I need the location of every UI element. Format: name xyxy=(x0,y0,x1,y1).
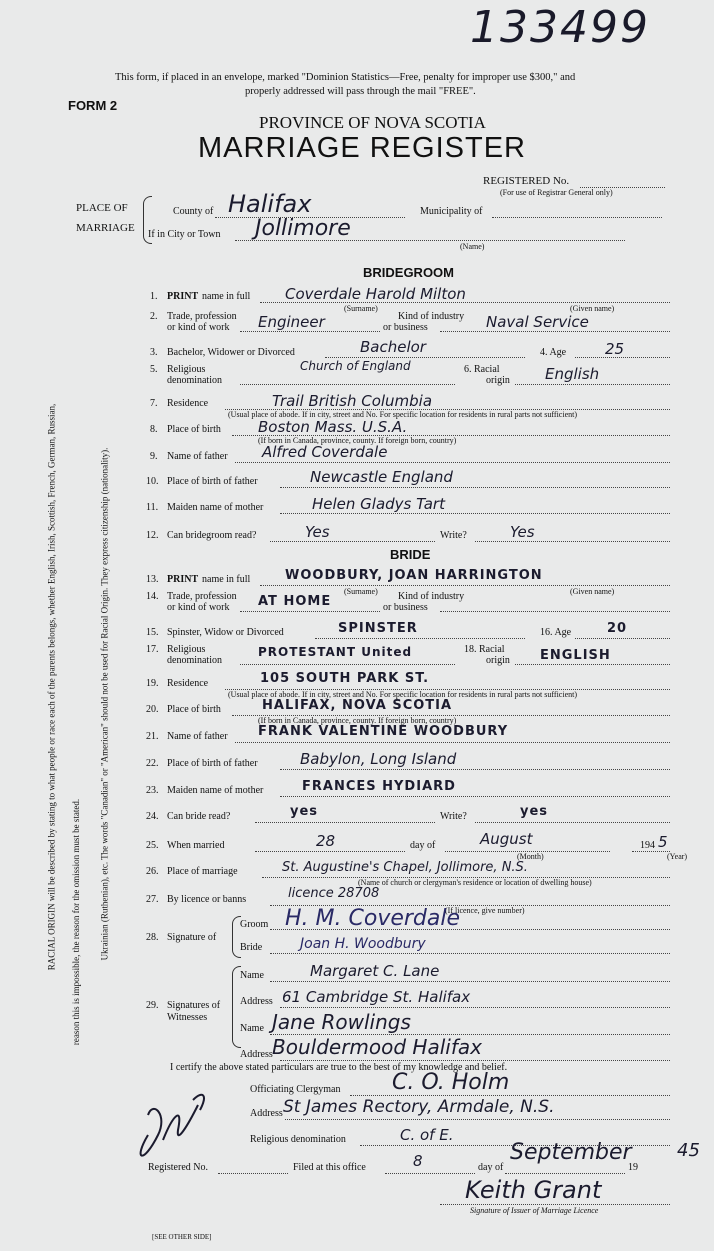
groom-racial-origin: English xyxy=(545,365,600,383)
filed-year-prefix: 19 xyxy=(628,1162,638,1173)
field-17-num: 17. xyxy=(146,644,159,655)
field-13-label: name in full xyxy=(202,574,251,585)
bride-birthplace: HALIFAX, NOVA SCOTIA xyxy=(262,698,453,713)
field-14-num: 14. xyxy=(146,591,159,602)
w2-address-label: Address xyxy=(240,1049,273,1060)
field-2-label-b: or kind of work xyxy=(167,322,230,333)
groom-trade: Engineer xyxy=(258,313,325,331)
groom-mother: Helen Gladys Tart xyxy=(312,495,445,513)
field-25-num: 25. xyxy=(146,840,159,851)
clergyman-signature: C. O. Holm xyxy=(392,1070,510,1095)
marriage-place: St. Augustine's Chapel, Jollimore, N.S. xyxy=(282,860,528,875)
side-note-3: RACIAL ORIGIN will be described by stating to what people or race each of the parents belongs, whether English, Irish, Scottish, French, German, Russian, xyxy=(46,403,57,971)
postal-notice-2: properly addressed will pass through the mail "FREE". xyxy=(245,86,476,97)
groom-father: Alfred Coverdale xyxy=(262,443,388,461)
city-label: If in City or Town xyxy=(148,229,221,240)
month-note: (Month) xyxy=(517,852,544,861)
bride-age: 20 xyxy=(607,621,628,636)
certify-statement: I certify the above stated particulars are true to the best of my knowledge and belief. xyxy=(170,1062,508,1073)
field-23-label: Maiden name of mother xyxy=(167,785,264,796)
bride-sig-label: Bride xyxy=(240,942,263,953)
field-27-num: 27. xyxy=(146,894,159,905)
groom-write: Yes xyxy=(510,523,535,541)
bride-status: SPINSTER xyxy=(338,621,418,636)
field-5-num: 5. xyxy=(150,364,158,375)
clergyman-address-label: Address xyxy=(250,1108,283,1119)
field-12-num: 12. xyxy=(146,530,159,541)
field-14-label-a: Trade, profession xyxy=(167,591,237,602)
bride-mother: FRANCES HYDIARD xyxy=(302,779,456,794)
field-24-num: 24. xyxy=(146,811,159,822)
field-15-label: Spinster, Widow or Divorced xyxy=(167,627,284,638)
field-23-num: 23. xyxy=(146,785,159,796)
field-13-bold: PRINT xyxy=(167,574,199,585)
field-10-label: Place of birth of father xyxy=(167,476,258,487)
registered-label: Registered No. xyxy=(148,1162,208,1173)
field-14-label-b: or kind of work xyxy=(167,602,230,613)
denomination-label: Religious denomination xyxy=(250,1134,346,1145)
field-8-num: 8. xyxy=(150,424,158,435)
initials-scribble xyxy=(128,1075,218,1165)
bride-industry-label-a: Kind of industry xyxy=(398,591,465,602)
filed-label: Filed at this office xyxy=(293,1162,366,1173)
field-21-num: 21. xyxy=(146,731,159,742)
field-28-label: Signature of xyxy=(167,932,217,943)
field-6-label-b: origin xyxy=(486,375,510,386)
page-title: MARRIAGE REGISTER xyxy=(198,132,526,164)
w2-name-label: Name xyxy=(240,1023,264,1034)
field-5-label-b: denomination xyxy=(167,375,222,386)
bride-birthplace-note: (If born in Canada, province, county. If foreign born, country) xyxy=(258,716,457,725)
field-19-num: 19. xyxy=(146,678,159,689)
clergyman-label: Officiating Clergyman xyxy=(250,1084,341,1095)
field-28-num: 28. xyxy=(146,932,159,943)
field-2-num: 2. xyxy=(150,311,158,322)
field-26-label: Place of marriage xyxy=(167,866,238,877)
field-3-num: 3. xyxy=(150,347,158,358)
field-25-label: When married xyxy=(167,840,225,851)
groom-read: Yes xyxy=(305,523,330,541)
field-7-label: Residence xyxy=(167,398,209,409)
bride-read: yes xyxy=(290,804,319,819)
year-prefix: 194 xyxy=(640,840,655,851)
serial-number: 133499 xyxy=(470,2,650,53)
groom-status: Bachelor xyxy=(360,338,426,356)
bride-given-note: (Given name) xyxy=(570,587,615,596)
field-4-label: 4. Age xyxy=(540,347,567,358)
field-20-num: 20. xyxy=(146,704,159,715)
filed-day-of-label: day of xyxy=(478,1162,504,1173)
field-9-num: 9. xyxy=(150,451,158,462)
field-18-label-a: 18. Racial xyxy=(464,644,505,655)
field-17-label-b: denomination xyxy=(167,655,222,666)
field-5-label-a: Religious xyxy=(167,364,206,375)
field-19-label: Residence xyxy=(167,678,209,689)
field-3-label: Bachelor, Widower or Divorced xyxy=(167,347,295,358)
field-2-label-a: Trade, profession xyxy=(167,311,237,322)
place-name-note: (Name) xyxy=(460,242,485,251)
groom-residence-note: (Usual place of abode. If in city, street and No. For specific location for residents in rural parts not sufficient) xyxy=(228,410,577,419)
province-heading: PROVINCE OF NOVA SCOTIA xyxy=(259,113,486,132)
field-13-num: 13. xyxy=(146,574,159,585)
field-10-num: 10. xyxy=(146,476,159,487)
groom-given-note: (Given name) xyxy=(570,304,615,313)
witness-1-address: 61 Cambridge St. Halifax xyxy=(282,988,471,1006)
field-7-num: 7. xyxy=(150,398,158,409)
field-9-label: Name of father xyxy=(167,451,228,462)
field-24-label: Can bride read? xyxy=(167,811,231,822)
field-16-label: 16. Age xyxy=(540,627,572,638)
groom-age: 25 xyxy=(605,340,625,358)
side-note-2: reason this is impossible, the reason for the omission must be stated. xyxy=(71,798,82,1046)
bride-residence-note: (Usual place of abode. If in city, street and No. For specific location for residents in rural parts not sufficient) xyxy=(228,690,577,699)
city-value: Jollimore xyxy=(255,216,351,241)
groom-father-birthplace: Newcastle England xyxy=(310,468,453,486)
w1-address-label: Address xyxy=(240,996,273,1007)
witness-2-address: Bouldermood Halifax xyxy=(272,1035,482,1059)
field-11-label: Maiden name of mother xyxy=(167,502,264,513)
bride-father: FRANK VALENTINE WOODBURY xyxy=(258,724,509,739)
place-label-2: MARRIAGE xyxy=(76,222,135,234)
day-of-label: day of xyxy=(410,840,436,851)
groom-religion: Church of England xyxy=(300,359,411,373)
groom-birthplace-note: (If born in Canada, province, county. If foreign born, country) xyxy=(258,436,457,445)
field-22-num: 22. xyxy=(146,758,159,769)
field-8-label: Place of birth xyxy=(167,424,221,435)
filed-year: 45 xyxy=(677,1140,700,1161)
witness-1-name: Margaret C. Lane xyxy=(310,962,440,980)
filed-day: 8 xyxy=(413,1152,423,1170)
denomination-value: C. of E. xyxy=(400,1126,454,1144)
registered-no-label: REGISTERED No. xyxy=(483,175,570,187)
issuer-label: Signature of Issuer of Marriage Licence xyxy=(470,1206,599,1215)
field-18-label-b: origin xyxy=(486,655,510,666)
year-note: (Year) xyxy=(667,852,688,861)
groom-write-label: Write? xyxy=(440,530,467,541)
groom-industry-label-a: Kind of industry xyxy=(398,311,465,322)
marriage-month: August xyxy=(480,830,533,848)
registered-no-note: (For use of Registrar General only) xyxy=(500,188,613,197)
licence-number: licence 28708 xyxy=(288,886,380,901)
witness-2-name: Jane Rowlings xyxy=(272,1010,411,1034)
groom-industry: Naval Service xyxy=(486,313,589,331)
field-26-num: 26. xyxy=(146,866,159,877)
licence-note: (If licence, give number) xyxy=(445,906,525,915)
marriage-place-note: (Name of church or clergyman's residence or location of dwelling house) xyxy=(358,878,592,887)
field-1-bold: PRINT xyxy=(167,291,199,302)
side-note-4: Ukrainian (Ruthenian), etc. The words "Canadian" or "American" should not be used for Racial Origin. They express citizenship (nationality). xyxy=(99,447,110,961)
county-label: County of xyxy=(173,206,214,217)
field-15-num: 15. xyxy=(146,627,159,638)
bride-name: WOODBURY, JOAN HARRINGTON xyxy=(285,568,543,583)
groom-birthplace: Boston Mass. U.S.A. xyxy=(258,418,408,436)
field-22-label: Place of birth of father xyxy=(167,758,258,769)
field-27-label: By licence or banns xyxy=(167,894,247,905)
filed-month: September xyxy=(510,1140,632,1165)
bridegroom-heading: BRIDEGROOM xyxy=(363,265,454,280)
place-label-1: PLACE OF xyxy=(76,202,128,214)
bride-father-birthplace: Babylon, Long Island xyxy=(300,750,457,768)
marriage-year: 5 xyxy=(658,833,668,851)
bride-racial-origin: ENGLISH xyxy=(540,648,611,663)
field-29-label-b: Witnesses xyxy=(167,1012,208,1023)
field-6-label-a: 6. Racial xyxy=(464,364,500,375)
clergyman-address: St James Rectory, Armdale, N.S. xyxy=(283,1097,555,1117)
bride-write-label: Write? xyxy=(440,811,467,822)
groom-residence: Trail British Columbia xyxy=(272,392,433,410)
municipality-label: Municipality of xyxy=(420,206,483,217)
field-1-label: name in full xyxy=(202,291,251,302)
field-12-label: Can bridegroom read? xyxy=(167,530,257,541)
groom-surname-note: (Surname) xyxy=(344,304,378,313)
form-label: FORM 2 xyxy=(68,98,118,113)
field-20-label: Place of birth xyxy=(167,704,221,715)
marriage-day: 28 xyxy=(316,832,336,850)
groom-name: Coverdale Harold Milton xyxy=(285,285,466,303)
field-29-num: 29. xyxy=(146,1000,159,1011)
bride-religion: PROTESTANT United xyxy=(258,645,413,659)
bride-write: yes xyxy=(520,804,549,819)
groom-signature: H. M. Coverdale xyxy=(285,906,461,931)
bride-industry-label-b: or business xyxy=(383,602,428,613)
field-21-label: Name of father xyxy=(167,731,228,742)
bride-residence: 105 SOUTH PARK ST. xyxy=(260,671,430,686)
bride-trade: AT HOME xyxy=(258,594,332,609)
issuer-signature: Keith Grant xyxy=(465,1176,602,1204)
bride-signature: Joan H. Woodbury xyxy=(300,936,426,952)
county-value: Halifax xyxy=(228,190,312,218)
w1-name-label: Name xyxy=(240,970,264,981)
field-11-num: 11. xyxy=(146,502,159,513)
bride-surname-note: (Surname) xyxy=(344,587,378,596)
bride-heading: BRIDE xyxy=(390,547,431,562)
field-1-num: 1. xyxy=(150,291,158,302)
see-other-side: [SEE OTHER SIDE] xyxy=(152,1233,212,1241)
field-17-label-a: Religious xyxy=(167,644,206,655)
field-29-label-a: Signatures of xyxy=(167,1000,221,1011)
groom-industry-label-b: or business xyxy=(383,322,428,333)
postal-notice-1: This form, if placed in an envelope, marked "Dominion Statistics—Free, penalty for improper use $300," and xyxy=(115,72,576,83)
groom-sig-label: Groom xyxy=(240,919,269,930)
